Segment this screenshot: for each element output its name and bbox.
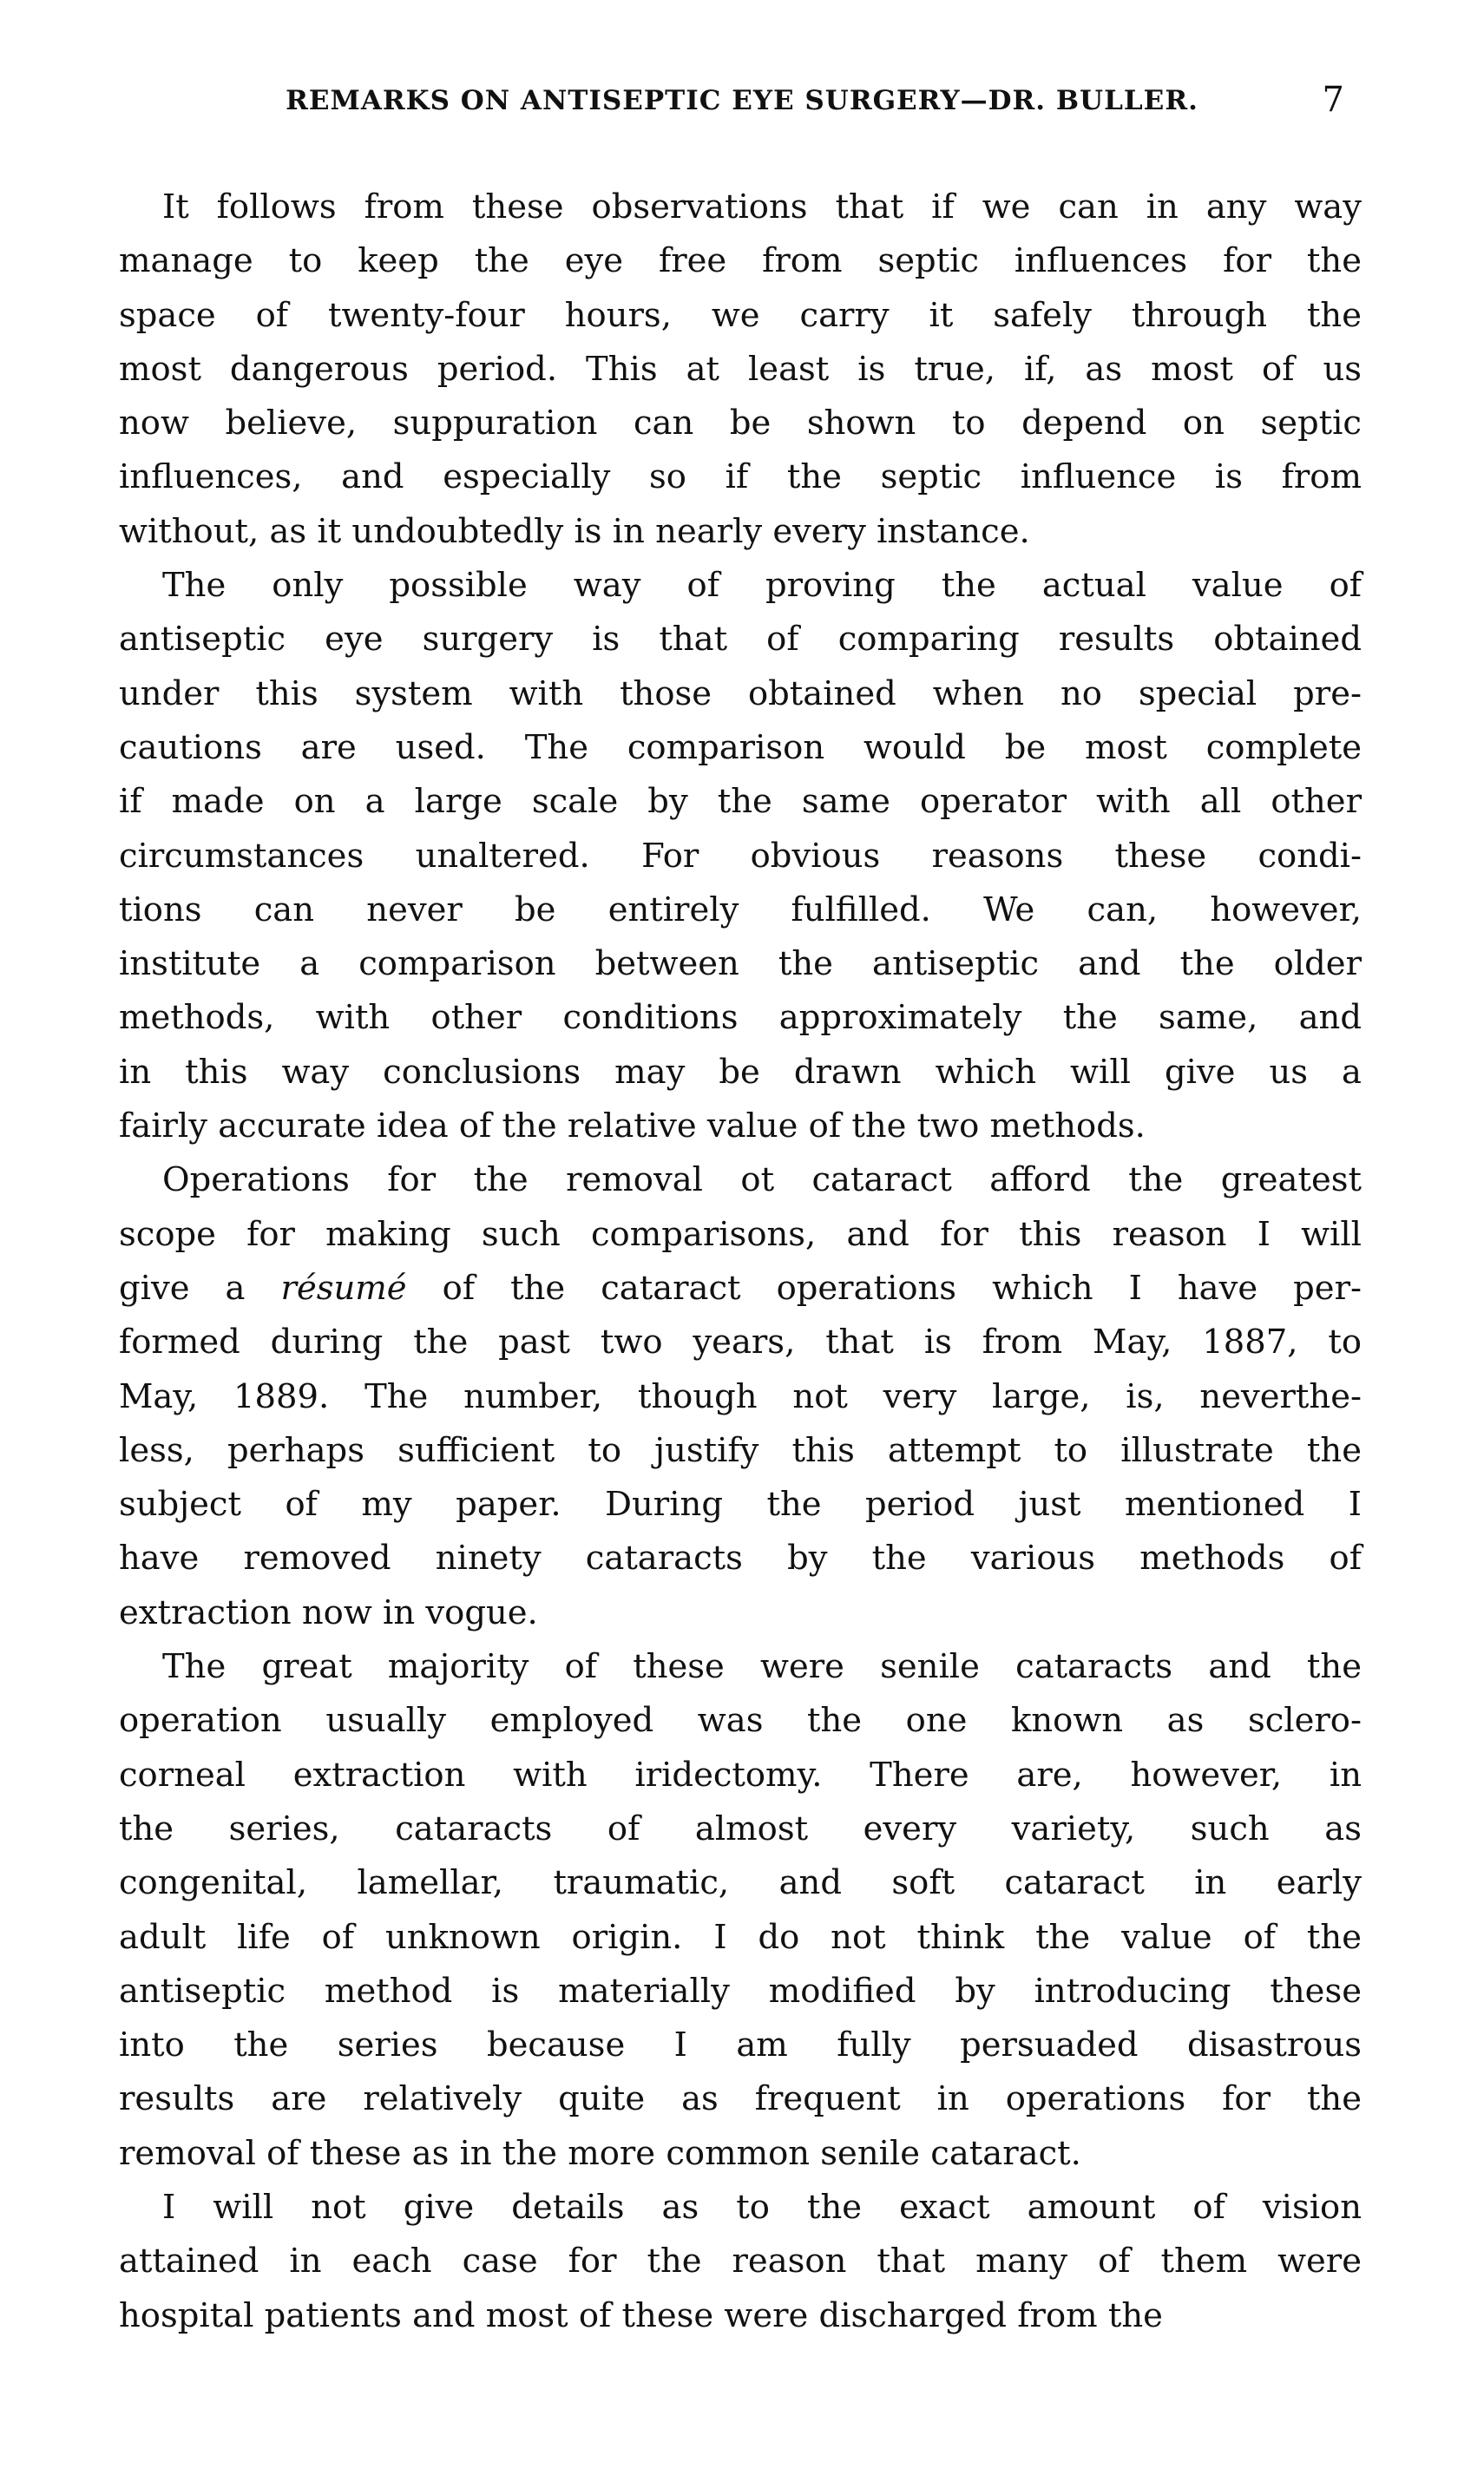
text-line: corneal extraction with iridectomy. There are, however, in bbox=[119, 1755, 1362, 1795]
paragraph bbox=[119, 1153, 1362, 1640]
text-line: removal of these as in the more common senile cataract. bbox=[119, 2133, 1081, 2173]
text-line: if made on a large scale by the same operator with all other bbox=[119, 782, 1362, 822]
text-line: extraction now in vogue. bbox=[119, 1592, 538, 1632]
text-line: It follows from these observations that if we can in any way bbox=[162, 187, 1362, 226]
text-line: congenital, lamellar, traumatic, and soft cataract in early bbox=[119, 1863, 1362, 1903]
text-line: May, 1889. The number, though not very large, is, neverthe- bbox=[119, 1376, 1362, 1416]
text-line: space of twenty-four hours, we carry it safely through the bbox=[119, 295, 1362, 335]
text-line: cautions are used. The comparison would be most complete bbox=[119, 727, 1362, 767]
text-line: fairly accurate idea of the relative value of the two methods. bbox=[119, 1106, 1146, 1146]
text-line: have removed ninety cataracts by the various methods of bbox=[119, 1539, 1362, 1579]
paragraph bbox=[119, 1640, 1362, 2181]
text-line: adult life of unknown origin. I do not think the value of the bbox=[119, 1917, 1362, 1957]
text-line: most dangerous period. This at least is true, if, as most of us bbox=[119, 349, 1362, 389]
text-line: without, as it undoubtedly is in nearly every instance. bbox=[119, 511, 1030, 551]
body-text bbox=[119, 181, 1362, 2343]
paragraph bbox=[119, 2181, 1362, 2343]
text-line: into the series because I am fully persuaded disastrous bbox=[119, 2025, 1362, 2065]
running-title: REMARKS ON ANTISEPTIC EYE SURGERY—DR. BULLER. bbox=[286, 85, 1198, 116]
running-head bbox=[0, 80, 1484, 132]
text-line: circumstances unaltered. For obvious reasons these condi- bbox=[119, 836, 1362, 876]
text-line: results are relatively quite as frequent in operations for the bbox=[119, 2079, 1362, 2119]
text-line: the series, cataracts of almost every variety, such as bbox=[119, 1809, 1362, 1848]
text-line: methods, with other conditions approximately the same, and bbox=[119, 998, 1362, 1038]
text-line: give a résumé of the cataract operations which I have per- bbox=[119, 1268, 1362, 1308]
text-line: antiseptic method is materially modified by introducing these bbox=[119, 1971, 1362, 2011]
text-line: The great majority of these were senile cataracts and the bbox=[162, 1647, 1362, 1687]
text-line: under this system with those obtained when no special pre- bbox=[119, 673, 1362, 713]
text-line: now believe, suppuration can be shown to depend on septic bbox=[119, 404, 1362, 443]
text-line: influences, and especially so if the septic influence is from bbox=[119, 457, 1362, 497]
text-line: scope for making such comparisons, and for this reason I will bbox=[119, 1214, 1362, 1254]
text-line: operation usually employed was the one known as sclero- bbox=[119, 1701, 1362, 1741]
text-line: institute a comparison between the antiseptic and the older bbox=[119, 944, 1362, 984]
page-number: 7 bbox=[1322, 80, 1345, 120]
text-line: manage to keep the eye free from septic influences for the bbox=[119, 241, 1362, 281]
paragraph bbox=[119, 181, 1362, 559]
text-line: attained in each case for the reason that many of them were bbox=[119, 2242, 1362, 2281]
text-line: in this way conclusions may be drawn which will give us a bbox=[119, 1052, 1362, 1092]
paragraph bbox=[119, 559, 1362, 1153]
text-line: antiseptic eye surgery is that of comparing results obtained bbox=[119, 620, 1362, 660]
text-line: tions can never be entirely fulfilled. We can, however, bbox=[119, 890, 1362, 929]
text-line: I will not give details as to the exact amount of vision bbox=[162, 2187, 1362, 2227]
text-line: less, perhaps sufficient to justify this attempt to illustrate the bbox=[119, 1430, 1362, 1470]
text-line: The only possible way of proving the actual value of bbox=[162, 566, 1362, 606]
italic-word: résumé bbox=[280, 1268, 407, 1308]
text-line: subject of my paper. During the period just mentioned I bbox=[119, 1485, 1362, 1525]
text-line: hospital patients and most of these were discharged from the bbox=[119, 2295, 1163, 2335]
text-line: formed during the past two years, that is from May, 1887, to bbox=[119, 1323, 1362, 1362]
text-line: Operations for the removal ot cataract afford the greatest bbox=[162, 1160, 1362, 1200]
